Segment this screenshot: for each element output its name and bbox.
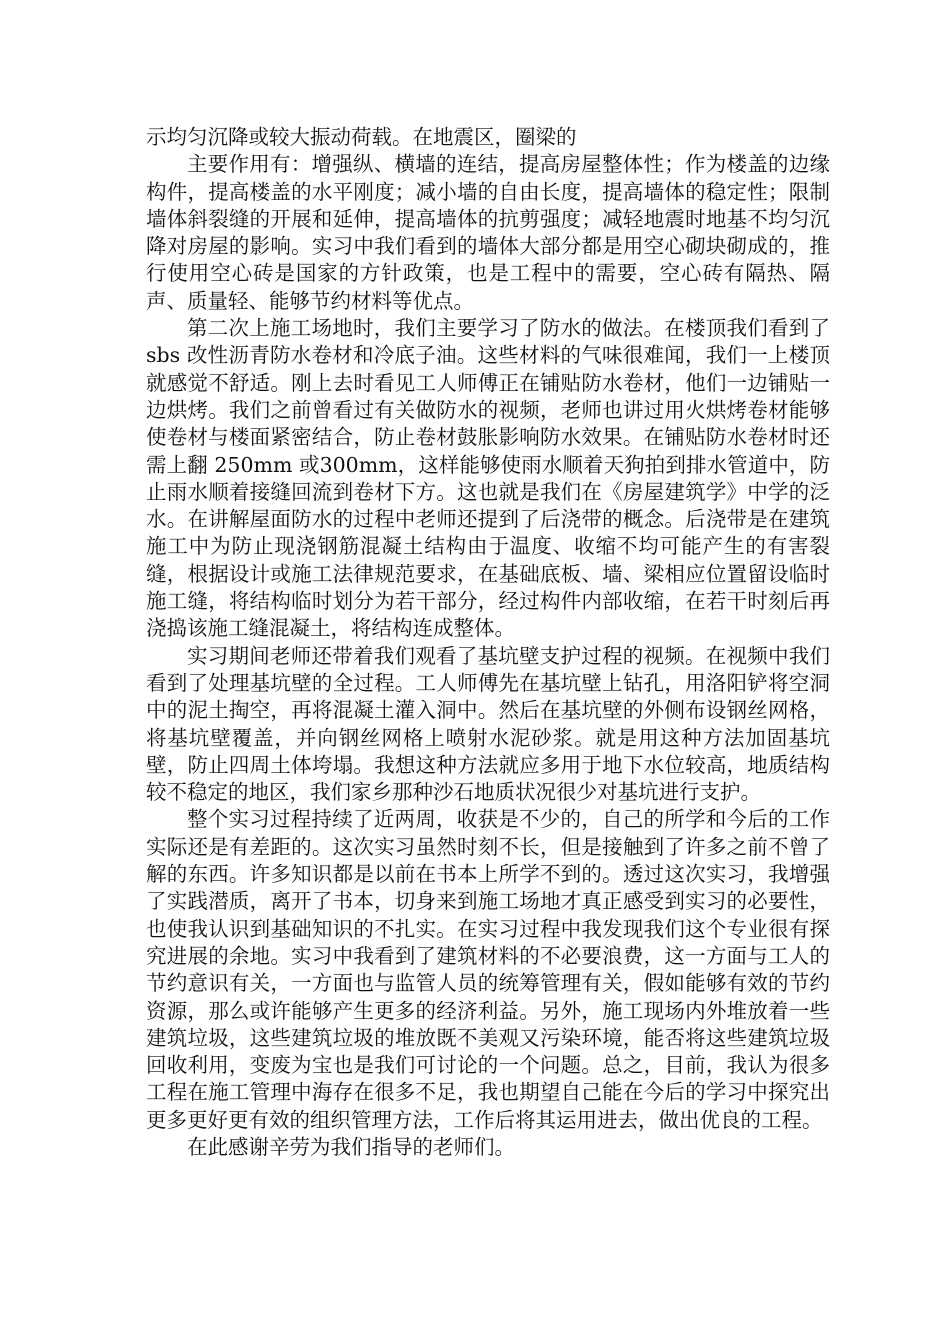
document-body bbox=[146, 124, 830, 1161]
paragraph-foundation-pit: 实习期间老师还带着我们观看了基坑壁支护过程的视频。在视频中我们看到了处理基坑壁的全过程。工人师傅先在基坑壁上钻孔，用洛阳铲将空洞中的泥土掏空，再将混凝土灌入洞中。然后在基坑壁的外侧布设钢丝网格，将基坑壁覆盖，并向钢丝网格上喷射水泥砂浆。就是用这种方法加固基坑壁，防止四周土体垮塌。我想这种方法就应多用于地下水位较高，地质结构较不稳定的地区，我们家乡那种沙石地质状况很少对基坑进行支护。 bbox=[146, 643, 830, 805]
paragraph-continuation: 示均匀沉降或较大振动荷载。在地震区，圈梁的 bbox=[146, 125, 577, 149]
paragraph-ring-beam: 主要作用有：增强纵、横墙的连结，提高房屋整体性；作为楼盖的边缘构件，提高楼盖的水平刚度；减小墙的自由长度，提高墙体的稳定性；限制墙体斜裂缝的开展和延伸，提高墙体的抗剪强度；减轻地震时地基不均匀沉降对房屋的影响。实习中我们看到的墙体大部分都是用空心砌块砌成的，推行使用空心砖是国家的方针政策，也是工程中的需要，空心砖有隔热、隔声、质量轻、能够节约材料等优点。 bbox=[146, 152, 830, 313]
paragraph-waterproofing: 第二次上施工场地时，我们主要学习了防水的做法。在楼顶我们看到了 sbs 改性沥青防水卷材和冷底子油。这些材料的气味很难闻，我们一上楼顶就感觉不舒适。刚上去时看见工人师傅正在铺贴防水卷材，他们一边铺贴一边烘烤。我们之前曾看过有关做防水的视频，老师也讲过用火烘烤卷材能够使卷材与楼面紧密结合，防止卷材鼓胀影响防水效果。在铺贴防水卷材时还需上翻 250mm 或300mm，这样能够使雨水顺着天狗拍到排水管道中，防止雨水顺着接缝回流到卷材下方。这也就是我们在《房屋建筑学》中学的泛水。在讲解屋面防水的过程中老师还提到了后浇带的概念。后浇带是在建筑施工中为防止现浇钢筋混凝土结构由于温度、收缩不均可能产生的有害裂缝，根据设计或施工法律规范要求，在基础底板、墙、梁相应位置留设临时施工缝，将结构临时划分为若干部分，经过构件内部收缩，在若干时刻后再浇捣该施工缝混凝土，将结构连成整体。 bbox=[146, 316, 830, 641]
paragraph-summary: 整个实习过程持续了近两周，收获是不少的，自己的所学和今后的工作实际还是有差距的。这次实习虽然时刻不长，但是接触到了许多之前不曾了解的东西。许多知识都是以前在书本上所学不到的。透过这次实习，我增强了实践潜质，离开了书本，切身来到施工场地才真正感受到实习的必要性，也使我认识到基础知识的不扎实。在实习过程中我发现我们这个专业很有探究进展的余地。实习中我看到了建筑材料的不必要浪费，这一方面与工人的节约意识有关，一方面也与监管人员的统筹管理有关，假如能够有效的节约资源，那么或许能够产生更多的经济利益。另外，施工现场内外堆放着一些建筑垃圾，这些建筑垃圾的堆放既不美观又污染环境，能否将这些建筑垃圾回收利用，变废为宝也是我们可讨论的一个问题。总之，目前，我认为很多工程在施工管理中海存在很多不足，我也期望自己能在今后的学习中探究出更多更好更有效的组织管理方法，工作后将其运用进去，做出优良的工程。 bbox=[146, 807, 830, 1132]
paragraph-thanks: 在此感谢辛劳为我们指导的老师们。 bbox=[187, 1134, 515, 1159]
